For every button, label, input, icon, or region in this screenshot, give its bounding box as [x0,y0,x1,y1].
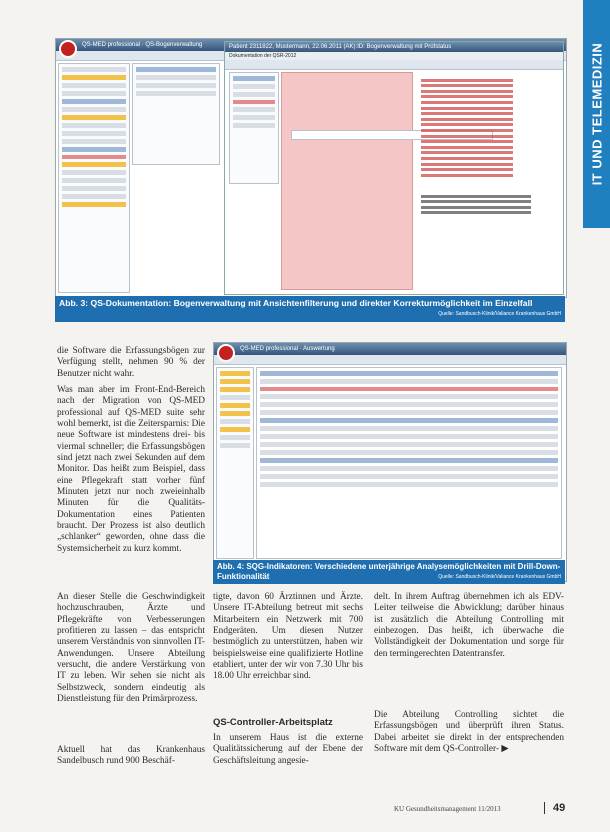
caption-source-1: Quelle: Sandbusch-Klinik/Valiance Krankenhaus GmbH [438,311,561,317]
paragraph-6: In unserem Haus ist die externe Qualitätssicherung auf der Ebene der Geschäftsleitung angesie- [213,733,363,766]
dialog-toolbar [225,60,563,70]
indicator-table [256,367,562,559]
tree-panel [229,72,279,184]
footer-divider [544,802,545,814]
left-icon-bar [216,367,254,559]
patient-list-panel [132,63,220,165]
left-nav-panel [58,63,130,293]
paragraph-7: delt. In ihrem Auftrag übernehmen ich als EDV-Leiter teilweise die Abwicklung; darüber hinaus ist zusätzlich die Abteilung Controlling mit einbezogen. Das heißt, ich überwache die Vollständigkeit der Dokumentation und sorge für den termingerechten Datentransfer. [374,592,564,659]
app-logo-icon [217,344,235,362]
app-titlebar: QS-MED professional · QS-Bogenverwaltung [56,39,566,51]
screenshot-sqg-indikatoren [213,342,567,582]
page-number: 49 [553,802,566,814]
journal-footer: KU Gesundheitsmanagement 11/2013 [394,805,501,813]
dialog-window [224,41,564,295]
section-tab [583,0,610,228]
dialog-title: Patient 2311822, Mustermann, 22.06.2011 (AK):ID: Bogenverwaltung mit Prüfstatus [225,42,563,52]
section-heading: QS-Controller-Arbeitsplatz [213,717,333,728]
paragraph-3: An dieser Stelle die Geschwindigkeit hochzuschrauben, Ärzte und Pflegekräfte von Verbesserungen profitieren zu lassen – das entspricht unserem Verständnis von sinnvollen IT-Anwendungen. Unsere Abteilung versucht, die andere Verstärkung von IT zu leben. Wir sehen sie nicht als Selbstzweck, sondern eindeutig als Dienstleistung für den Primärprozess. [57,592,205,705]
app-toolbar [214,355,566,365]
summary-list [421,192,531,217]
app-titlebar: QS-MED professional · Auswertung [214,343,566,355]
paragraph-8: Die Abteilung Controlling sichtet die Erfassungsbögen und überprüft ihren Status. Dabei arbeitet sie direkt in der entsprechenden Software mit dem QS-Controller- ▶ [374,710,564,755]
screenshot-bogenverwaltung [55,38,567,298]
paragraph-5: tigte, davon 60 Ärztinnen und Ärzte. Unsere IT-Abteilung betreut mit sechs Mitarbeitern ein Netzwerk mit 700 Endgeräten. Um diesen Nutzer bestmöglich zu unterstützen, haben wir beispielsweise eine qualifizierte Hotline etabliert, unter der wir von 7.30 Uhr bis 18.00 Uhr erreichbar sind. [213,592,363,682]
app-logo-icon [59,40,77,58]
figure-caption-2: Abb. 4: SQG-Indikatoren: Verschiedene unterjährige Analysemöglichkeiten mit Drill-Down-Funktionalität Quelle: Sandbusch-Klinik/Valiance Krankenhaus GmbH [213,560,565,584]
dialog-header-note: Dokumentation der QSR-2012 [225,52,563,60]
error-form-panel [281,72,413,290]
caption-source-2: Quelle: Sandbusch-Klinik/Valiance Krankenhaus GmbH [438,574,561,580]
error-message-list [421,76,513,179]
section-label: IT UND TELEMEDIZIN [589,42,604,186]
figure-caption-1: Abb. 3: QS-Dokumentation: Bogenverwaltung mit Ansichtenfilterung und direkter Korrekturmöglichkeit im Einzelfall Quelle: Sandbusch-Klinik/Valiance Krankenhaus GmbH [55,296,565,322]
paragraph-4: Aktuell hat das Krankenhaus Sandelbusch rund 900 Beschäf- [57,745,205,767]
paragraph-2: Was man aber im Front-End-Bereich nach der Migration von QS-MED professional auf QS-MED suite sehr wohl bemerkt, ist die Zeitersparnis: Die neue Software ist mindestens drei- bis viermal schneller; die Erfassungsbögen sind jetzt nach zwei Sekunden auf dem Monitor. Das heißt zum Beispiel, dass eine Pflegekraft statt vorher fünf Minuten jetzt nur noch zweieinhalb Minuten für die Qualitäts-Dokumentation eines Patienten braucht. Der Prozess ist also deutlich „schlanker“ geworden, ohne dass die Systemsicherheit zu kurz kommt. [57,385,205,554]
paragraph-1: die Software die Erfassungsbögen zur Verfügung stellt, nehmen 90 % der Benutzer nicht wahr. [57,346,205,379]
